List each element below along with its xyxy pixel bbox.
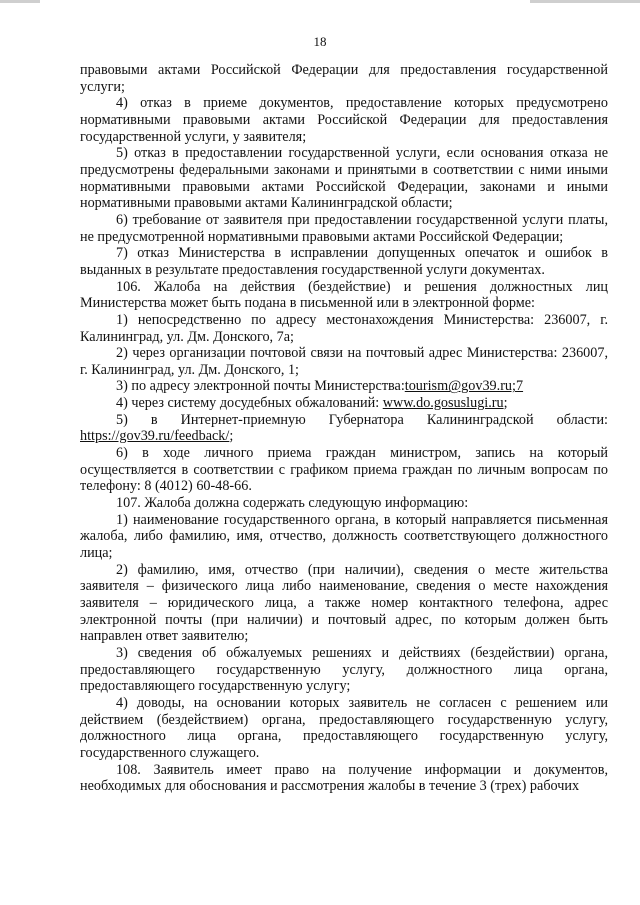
paragraph	[80, 512, 608, 562]
paragraph-text: правовыми актами Российской Федерации для предоставления государственной услуги;	[80, 62, 608, 95]
paragraph-text: 4) через систему досудебных обжалований:	[116, 395, 383, 412]
paragraph-text: 108. Заявитель имеет право на получение информации и документов, необходимых для обоснования и рассмотрения жалобы в течение 3 (трех) рабочих	[80, 761, 608, 795]
scan-artifact-right	[530, 0, 640, 3]
paragraph	[80, 212, 608, 245]
paragraph	[80, 562, 608, 645]
scan-artifact-left	[0, 0, 40, 3]
link-suffix: ;	[503, 395, 508, 412]
paragraph	[80, 345, 608, 378]
paragraph-text: 106. Жалоба на действия (бездействие) и решения должностных лиц Министерства может быть подана в письменной или в электронной форме:	[80, 278, 608, 312]
paragraph-text: 2) фамилию, имя, отчество (при наличии), сведения о месте жительства заявителя – физического лица либо наименование, сведения о месте нахождения заявителя – юридического лица, а также номер контактного телефона, адрес электронной почты (при наличии) и почтовый адрес, по которым должен быть направлен ответ заявителю;	[80, 561, 608, 645]
paragraph	[80, 695, 608, 762]
paragraph	[80, 378, 608, 395]
paragraph	[80, 245, 608, 278]
paragraph	[80, 412, 608, 445]
paragraph-text: 6) в ходе личного приема граждан министром, запись на который осуществляется в соответствии с графиком приема граждан по личным вопросам по телефону: 8 (4012) 60-48-66.	[80, 445, 608, 495]
paragraph-text: 6) требование от заявителя при предоставлении государственной услуги платы, не предусмотренной нормативными правовыми актами Российской Федерации;	[80, 211, 608, 245]
paragraph-text: 2) через организации почтовой связи на почтовый адрес Министерства: 236007, г. Калининград, ул. Дм. Донского, 1;	[80, 345, 608, 378]
paragraph	[80, 645, 608, 695]
paragraph-text: 1) непосредственно по адресу местонахождения Министерства: 236007, г. Калининград, ул. Дм. Донского, 7а;	[80, 311, 608, 345]
link-suffix: ;	[229, 428, 234, 445]
link[interactable]: tourism@gov39.ru;7	[404, 378, 524, 395]
paragraph	[80, 95, 608, 145]
paragraph	[80, 395, 608, 412]
paragraph-text: 7) отказ Министерства в исправлении допущенных опечаток и ошибок в выданных в результате предоставления государственной услуги документах.	[80, 245, 608, 278]
paragraph	[80, 145, 608, 212]
paragraph-text: 1) наименование государственного органа, в который направляется письменная жалоба, либо фамилию, имя, отчество, должность соответствующего должностного лица;	[80, 511, 608, 562]
paragraph-text: 5) отказ в предоставлении государственной услуги, если основания отказа не предусмотрены федеральными законами и принятыми в соответствии с ними иными нормативными правовыми актами Российской Федерации, законами и иными нормативными правовыми актами Калининградской области;	[80, 145, 608, 212]
paragraph-text: 5) в Интернет-приемную Губернатора Калининградской области:	[116, 411, 608, 428]
link[interactable]: www.do.gosuslugi.ru	[382, 395, 504, 412]
paragraph-text: 4) доводы, на основании которых заявитель не согласен с решением или действием (бездействием) органа, предоставляющего государственную услугу, должностного лица органа, предоставляющего государственную услугу, государственного служащего.	[80, 694, 608, 761]
page-number: 18	[313, 34, 327, 49]
paragraph-text: 107. Жалоба должна содержать следующую информацию:	[116, 495, 469, 512]
paragraph	[80, 762, 608, 795]
link[interactable]: https://gov39.ru/feedback/	[80, 428, 230, 445]
paragraph	[80, 495, 608, 512]
paragraph-text: 3) по адресу электронной почты Министерства:	[116, 378, 405, 395]
paragraph	[80, 445, 608, 495]
paragraph	[80, 279, 608, 312]
paragraph	[80, 62, 608, 95]
paragraph-text: 4) отказ в приеме документов, предоставление которых предусмотрено нормативными правовыми актами Российской Федерации для предоставления государственной услуги, у заявителя;	[80, 95, 608, 145]
paragraph-text: 3) сведения об обжалуемых решениях и действиях (бездействии) органа, предоставляющего государственную услугу, должностного лица органа, предоставляющего государственную услугу;	[80, 644, 608, 695]
document-body	[80, 62, 608, 795]
paragraph	[80, 312, 608, 345]
